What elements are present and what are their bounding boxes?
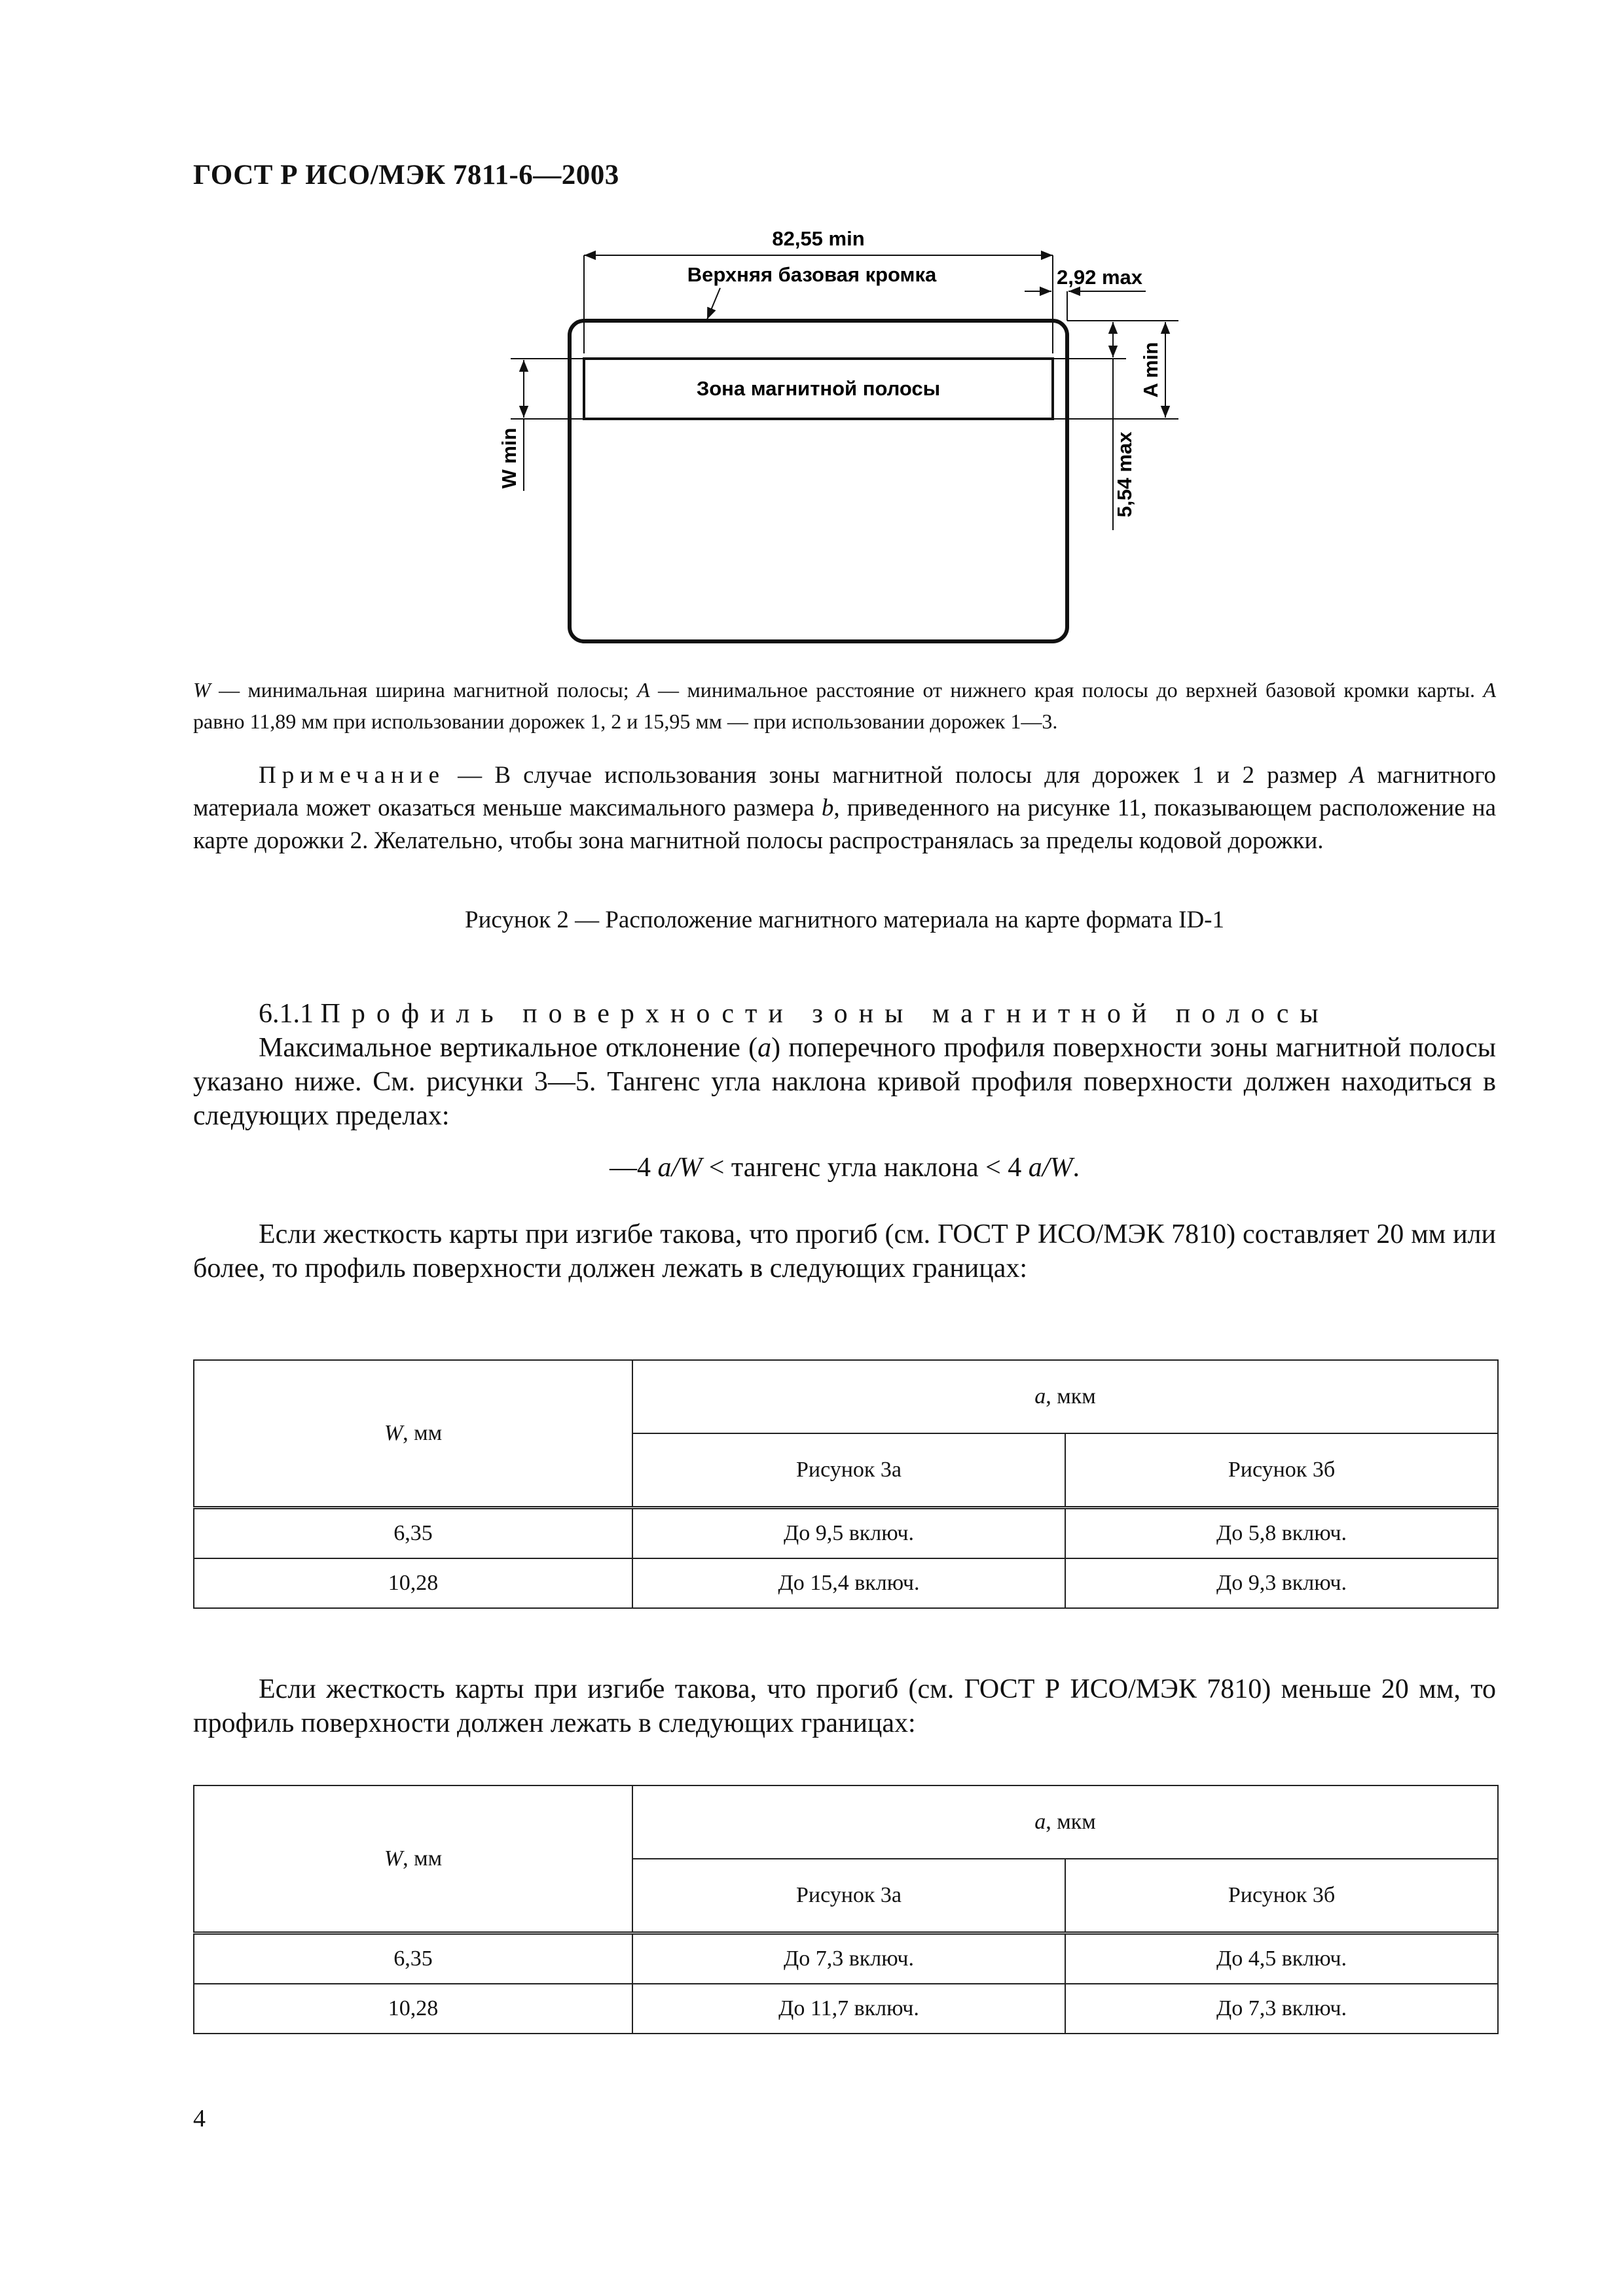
card-diagram [484,216,1218,668]
figure-note: Примечание — В случае использования зоны магнитной полосы для дорожек 1 и 2 размер A магнитного материала может оказаться меньше максимального размера b, приведенного на рисунке 11, показывающем расположение на карте дорожки 2. Желательно, чтобы зона магнитной полосы распространялась за пределы кодовой дорожки. [193,762,1497,854]
slope-formula: —4 a/W < тангенс угла наклона < 4 a/W. [610,1153,1080,1183]
card-outline [570,321,1067,641]
subheader-fig3b: Рисунок 3б [1065,1433,1498,1508]
paragraph-stiffness-low: Если жесткость карты при изгибе такова, что прогиб (см. ГОСТ Р ИСО/МЭК 7810) меньше 20 мм, то профиль поверхности должен лежать в следующих границах: [193,1674,1496,1738]
header-w: W, мм [194,1785,632,1933]
header-w: W, мм [194,1360,632,1508]
table-profile-limits-stiff [193,1359,1499,1609]
zone-label: Зона магнитной полосы [696,377,941,400]
dim-width-label: 82,55 min [772,227,865,250]
table-row: 10,28 До 15,4 включ. До 9,3 включ. [194,1558,1498,1608]
page-number: 4 [193,2105,206,2132]
figure-caption: Рисунок 2 — Расположение магнитного материала на карте формата ID-1 [465,906,1224,933]
note-label: Примечание [259,762,445,789]
dim-a-label: A min [1139,342,1162,398]
table-profile-limits-flexible [193,1785,1499,2034]
top-edge-label: Верхняя базовая кромка [687,263,937,286]
paragraph-profile-deviation: Максимальное вертикальное отклонение (a) поперечного профиля поверхности зоны магнитной полосы указано ниже. См. рисунки 3—5. Тангенс угла наклона кривой профиля поверхности должен находиться в следующих пределах: [193,1033,1496,1131]
figure-magnetic-stripe-location [484,216,1218,671]
figure-legend: W — минимальная ширина магнитной полосы; A — минимальное расстояние от нижнего края полосы до верхней базовой кромки карты. A равно 11,89 мм при использовании дорожек 1, 2 и 15,95 мм — при использовании дорожек 1—3. [193,678,1497,733]
dim-gap-label: 2,92 max [1057,266,1142,289]
header-a: a, мкм [632,1785,1498,1859]
table-row: 6,35 До 9,5 включ. До 5,8 включ. [194,1508,1498,1559]
header-a: a, мкм [632,1360,1498,1433]
dim-bottom-label: 5,54 max [1113,431,1136,518]
document-header: ГОСТ Р ИСО/МЭК 7811-6—2003 [193,160,619,190]
paragraph-stiffness-high: Если жесткость карты при изгибе такова, что прогиб (см. ГОСТ Р ИСО/МЭК 7810) составляет 20 мм или более, то профиль поверхности должен лежать в следующих границах: [193,1219,1496,1283]
table-row: 10,28 До 11,7 включ. До 7,3 включ. [194,1984,1498,2034]
section-heading: 6.1.1 Профиль поверхности зоны магнитной полосы [259,999,1330,1029]
dim-w-label: W min [498,427,520,489]
subheader-fig3a: Рисунок 3а [632,1859,1065,1933]
subheader-fig3b: Рисунок 3б [1065,1859,1498,1933]
table-row: 6,35 До 7,3 включ. До 4,5 включ. [194,1933,1498,1984]
subheader-fig3a: Рисунок 3а [632,1433,1065,1508]
